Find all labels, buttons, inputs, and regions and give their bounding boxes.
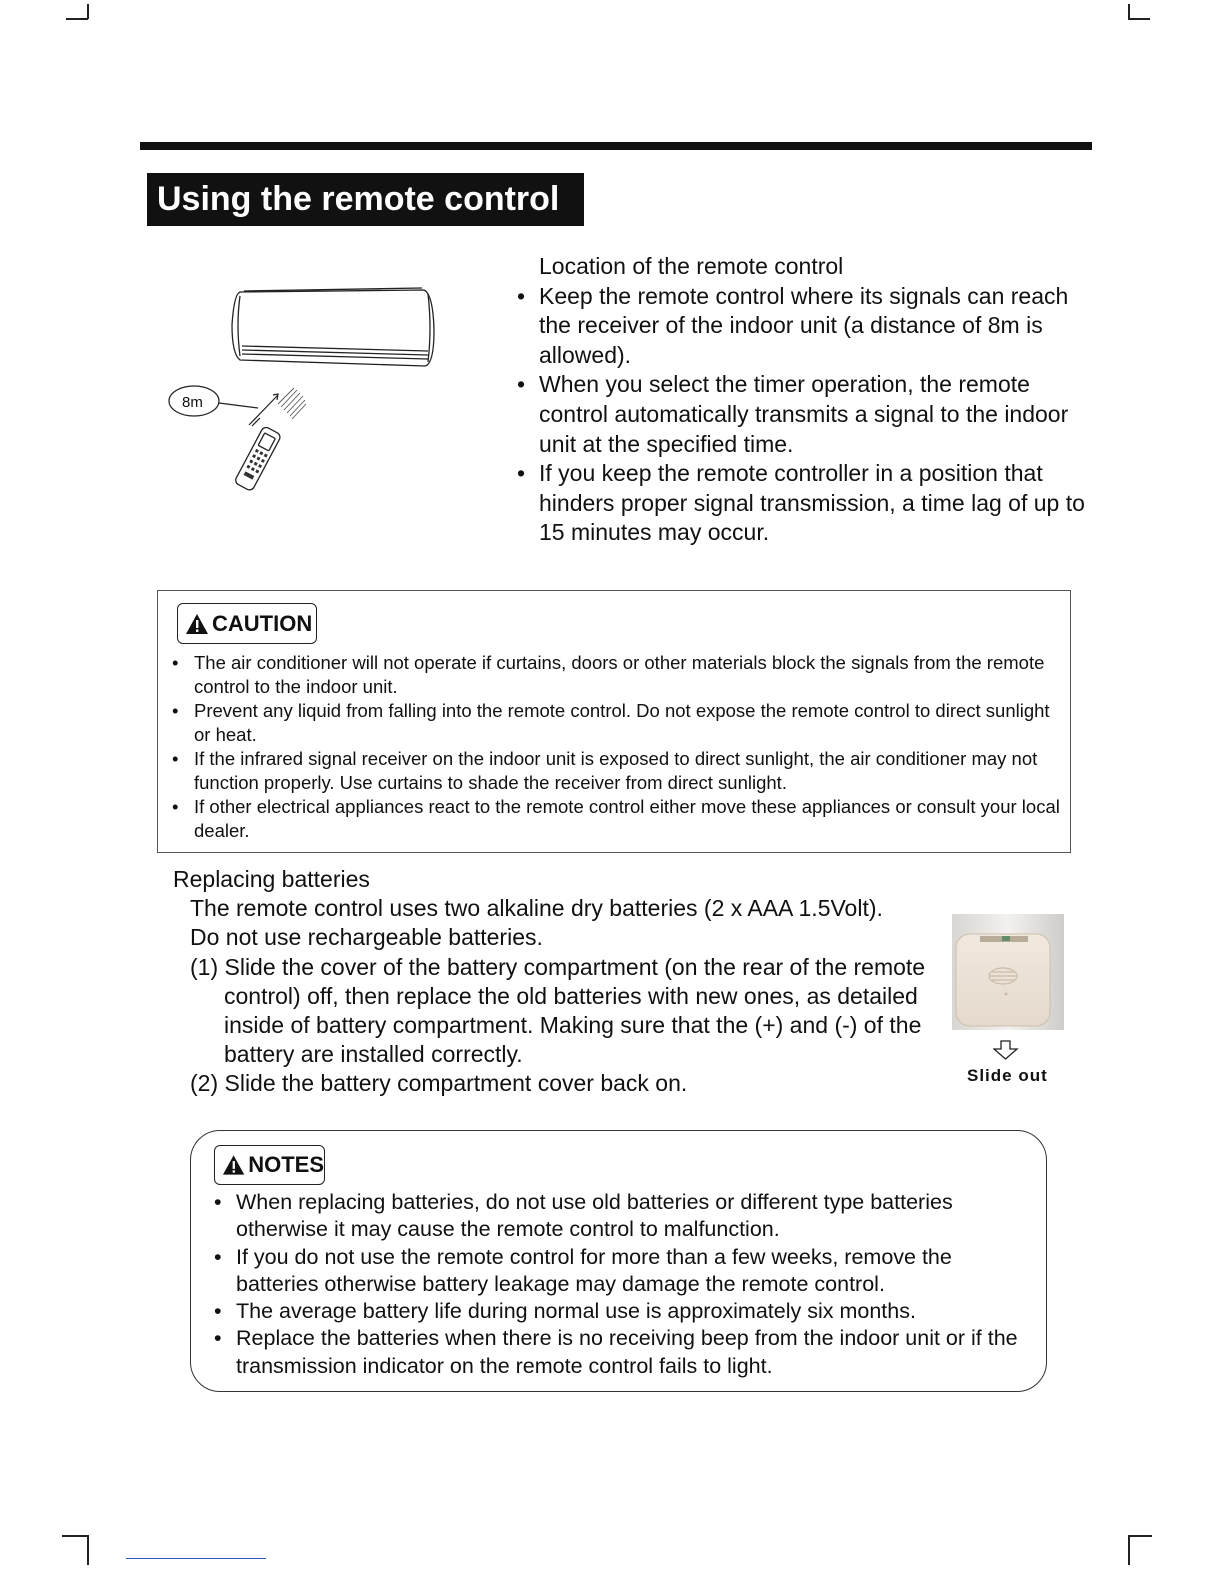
location-section (517, 252, 1097, 548)
notes-box (190, 1130, 1047, 1392)
list-item: • When you select the timer operation, the remote control automatically transmits a signal to the indoor unit at the specified time. (517, 371, 1069, 457)
crop-mark-top-right (1128, 4, 1130, 19)
remote-control-icon (234, 426, 282, 492)
batteries-intro: The remote control uses two alkaline dry batteries (2 x AAA 1.5Volt). (190, 895, 883, 922)
list-item: • The air conditioner will not operate if curtains, doors or other materials block the signals from the remote control to the indoor unit. (172, 652, 1045, 697)
crop-mark-top-left (66, 18, 88, 20)
battery-cover-photo (952, 914, 1064, 1030)
signal-waves-icon (278, 388, 306, 419)
warning-icon (185, 613, 209, 635)
batteries-intro: Do not use rechargeable batteries. (190, 924, 543, 951)
footer-line (126, 1558, 266, 1559)
list-item: • Prevent any liquid from falling into the remote control. Do not expose the remote control to direct sunlight or heat. (172, 700, 1050, 745)
down-arrow-icon (993, 1040, 1019, 1060)
crop-mark-bottom-right (1128, 1535, 1130, 1565)
caution-box (157, 590, 1071, 853)
list-item: • Replace the batteries when there is no receiving beep from the indoor unit or if the transmission indicator on the remote control fails to light. (214, 1326, 1018, 1378)
distance-label-text: 8m (182, 394, 203, 411)
list-item: • If you keep the remote controller in a position that hinders proper signal transmission, a time lag of up to 15 minutes may occur. (517, 460, 1085, 546)
slide-out-label: Slide out (967, 1066, 1048, 1085)
battery-step: (2) Slide the battery compartment cover back on. (190, 1070, 688, 1097)
list-item: • The average battery life during normal use is approximately six months. (214, 1299, 916, 1324)
crop-mark-bottom-left (62, 1535, 88, 1537)
header-rule (140, 142, 1092, 150)
section-title: Using the remote control (147, 173, 584, 226)
crop-mark-bottom-right (1128, 1535, 1152, 1537)
list-item: • When replacing batteries, do not use old batteries or different type batteries otherwise it may cause the remote control to malfunction. (214, 1190, 953, 1242)
crop-mark-top-right (1128, 18, 1150, 20)
batteries-section (173, 865, 933, 1099)
battery-step: (1) Slide the cover of the battery compartment (on the rear of the remote control) off, then replace the old batteries with new ones, as detailed inside of battery compartment. Making sure that the (+) and (-) of the battery are installed correctly. (190, 953, 926, 1068)
list-item: • If the infrared signal receiver on the indoor unit is exposed to direct sunlight, the air conditioner may not function properly. Use curtains to shade the receiver from direct sunlight. (172, 748, 1038, 793)
indoor-unit-icon (232, 288, 434, 366)
crop-mark-top-left (87, 4, 89, 19)
list-item: • If other electrical appliances react to the remote control either move these appliances or consult your local dealer. (172, 796, 1060, 841)
location-heading: Location of the remote control (539, 253, 844, 279)
crop-mark-bottom-left (87, 1535, 89, 1565)
list-item: • If you do not use the remote control for more than a few weeks, remove the batteries otherwise battery leakage may damage the remote control. (214, 1244, 952, 1296)
batteries-heading: Replacing batteries (173, 866, 370, 892)
warning-icon (222, 1154, 245, 1176)
indoor-unit-remote-illustration (160, 280, 460, 505)
caution-badge: CAUTION (177, 603, 317, 644)
notes-badge: NOTES (214, 1145, 325, 1185)
list-item: • Keep the remote control where its signals can reach the receiver of the indoor unit (a distance of 8m is allowed). (517, 282, 1069, 368)
